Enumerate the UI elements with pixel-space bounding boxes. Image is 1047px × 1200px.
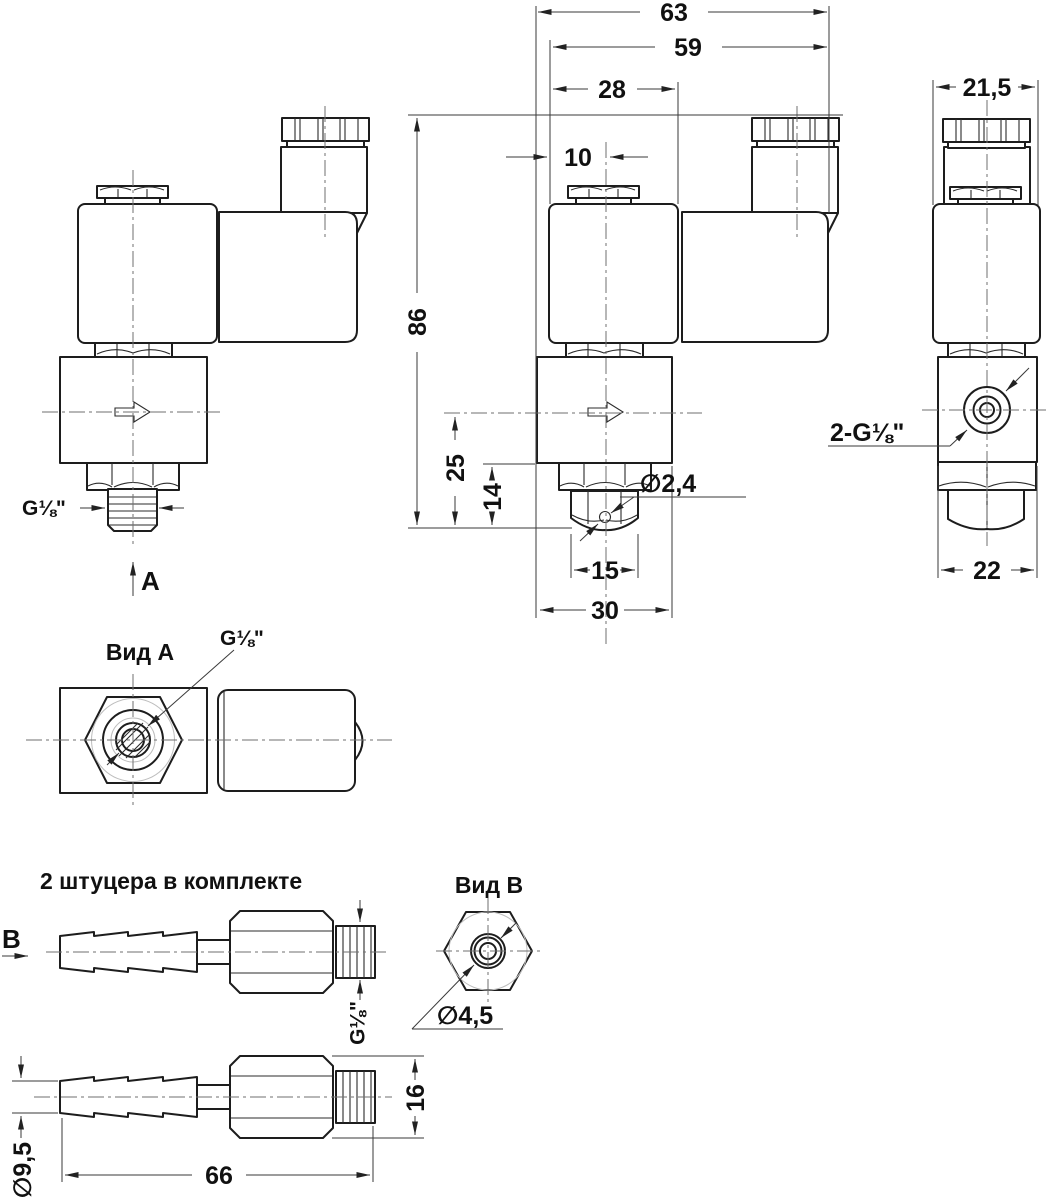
dim-text-9-5: ∅9,5: [8, 1141, 37, 1199]
dim-text-66: 66: [205, 1161, 233, 1190]
view-a-title: Вид А: [105, 639, 175, 665]
view-b-arrow: [2, 924, 28, 956]
fitting-thread-label: G⅛": [346, 1001, 370, 1045]
mid-nut: [566, 343, 643, 357]
dim-total-width: [538, 0, 827, 27]
top-nut: [568, 186, 639, 204]
dim-axis-to-bottom: [442, 417, 470, 525]
ports-thread-label: 2-G⅛": [830, 419, 905, 447]
dim-text-15: 15: [591, 556, 619, 585]
fittings-section: [2, 868, 430, 1198]
dim-coil-depth: [936, 74, 1035, 102]
dim-barb-dia: [9, 1056, 37, 1198]
valve-side-view-right: [828, 74, 1047, 585]
thread-size-label: G⅛": [220, 627, 264, 650]
dim-coil-connector-width: [553, 34, 827, 62]
dim-text-21-5: 21,5: [962, 73, 1012, 102]
dim-fitting-hex: [402, 1059, 430, 1135]
hole-dia-label: ∅4,5: [437, 1002, 494, 1030]
valve-side-view-left: [22, 106, 369, 596]
thread-size-label: G⅛": [22, 497, 66, 520]
dim-body-width: [540, 597, 669, 625]
dim-text-22: 22: [973, 556, 1001, 585]
view-a: [26, 627, 392, 806]
dim-body-depth: [941, 557, 1034, 585]
fittings-title: 2 штуцера в комплекте: [40, 868, 303, 894]
view-a-arrow-label: A: [141, 566, 160, 596]
dim-text-25: 25: [441, 454, 470, 482]
view-b: [412, 872, 541, 1030]
hole-dia-label: ∅2,4: [640, 470, 697, 498]
coil-outline: [78, 204, 217, 343]
valve-front-view: [404, 0, 843, 645]
view-a-arrow: [133, 562, 160, 596]
thread-callout: [22, 497, 184, 520]
dim-text-28: 28: [598, 75, 626, 104]
dim-text-30: 30: [591, 596, 619, 625]
dim-text-86: 86: [403, 308, 432, 336]
dim-text-63: 63: [660, 0, 688, 27]
dim-text-10: 10: [564, 143, 592, 172]
dim-body-to-outlet: [479, 467, 507, 525]
dim-text-59: 59: [674, 33, 702, 62]
dim-total-height: [404, 118, 432, 525]
connector-block: [219, 118, 369, 342]
dim-coil-width: [553, 76, 675, 104]
view-b-title: Вид В: [454, 872, 524, 898]
dim-outlet-hex: [574, 557, 635, 585]
connector-block: [682, 118, 839, 342]
dim-fitting-length: [65, 1162, 370, 1190]
top-nut: [950, 187, 1021, 205]
view-b-arrow-label: B: [2, 924, 21, 954]
dim-text-14: 14: [478, 483, 507, 511]
dim-axis-offset: [506, 144, 648, 172]
valve-body: [537, 357, 672, 463]
hex-nut: [559, 463, 651, 490]
coil-outline: [549, 204, 678, 343]
dim-text-16: 16: [401, 1084, 430, 1112]
knurled-cap: [752, 118, 839, 147]
